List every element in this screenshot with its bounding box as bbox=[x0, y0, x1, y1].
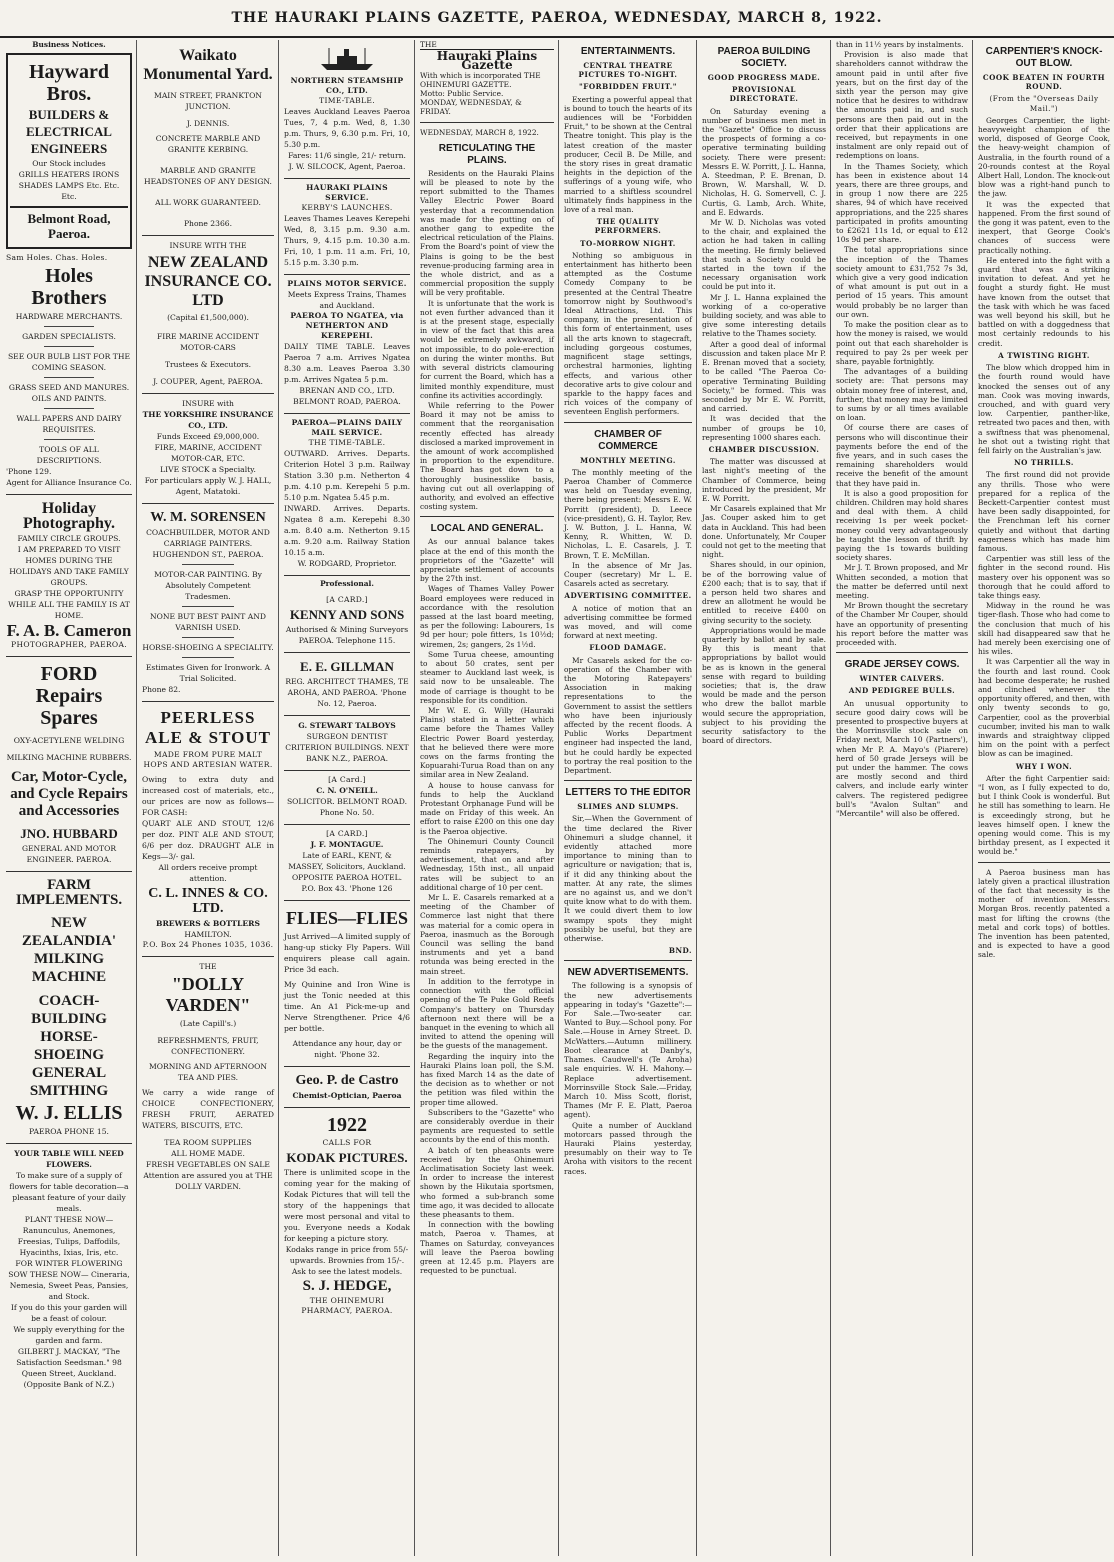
column-7-news bbox=[832, 40, 972, 1556]
talboys-line: CRITERION BUILDINGS. NEXT BANK N.Z., PAEROA. bbox=[285, 743, 409, 764]
subheading: THE QUALITY PERFORMERS. bbox=[594, 217, 662, 236]
sorensen-line: Estimates Given for Ironwork. A Trial Solicited. bbox=[145, 663, 271, 683]
ford-repairs-ad bbox=[6, 657, 132, 872]
gazette-date: WEDNESDAY, MARCH 8, 1922. bbox=[420, 127, 539, 137]
motor-name: PLAINS MOTOR SERVICE. bbox=[287, 279, 407, 289]
sorensen-name: W. M. SORENSEN bbox=[150, 510, 266, 525]
news-paragraph: A notice of motion that an advertising committee be formed was moved, and will come forward at next meeting. bbox=[564, 603, 692, 641]
talboys-name: G. STEWART TALBOYS bbox=[298, 721, 396, 731]
dolly-line: We carry a wide range of CHOICE CONFECTIONERY, FRESH FRUIT, AERATED WATERS, BISCUITS, ETC. bbox=[142, 1088, 274, 1130]
flowers-head: YOUR TABLE WILL NEED FLOWERS. bbox=[14, 1149, 124, 1170]
subheading: A TWISTING RIGHT. bbox=[998, 350, 1090, 360]
news-paragraph: Subscribers to the "Gazette" who are considerably overdue in their payments are requested to settle accounts by the end of this month. bbox=[420, 1107, 554, 1145]
news-paragraph: Appropriations would be made quarterly by ballot and by sale. By this is meant that appropriations by ballot would be as is known in the general sense with regard to building societies; that is, the draw would be made and the person who drew the ballot marble would secure the appropriation, subject to his providing the security satisfactory to the board of directors. bbox=[702, 625, 826, 746]
peerless-line: All orders receive prompt attention. bbox=[158, 863, 258, 883]
dolly-line: TEA ROOM SUPPLIES bbox=[164, 1138, 252, 1147]
news-paragraph: A Paeroa business man has lately given a practical illustration of the fact that necessity is the mother of invention. Messrs. Morgan Bros. recently patented a mast for lifting the crowns (the metal and cork tops) of bottles. The invention has been patented, and is expected to have a good sale. bbox=[978, 867, 1110, 960]
talboys-card bbox=[284, 716, 410, 771]
peerless-brewers: BREWERS & BOTTLERS bbox=[156, 919, 260, 928]
news-paragraph: As our annual balance takes place at the end of this month the proprietors of the "Gazette" will appreciate settlement of accounts by the 27th inst. bbox=[420, 537, 554, 584]
news-paragraph: After a good deal of informal discussion and taken place Mr P. E. Brenan moved that a society, to be called "The Paeroa Co-operative Terminating Building Society," be formed. This was seconded by Mr E. W. Porritt, and carried. bbox=[702, 339, 826, 414]
column-rule bbox=[136, 40, 137, 1556]
subheading: TO-MORROW NIGHT. bbox=[580, 238, 676, 248]
news-paragraph: Some Turua cheese, amounting to about 50 crates, sent per steamer to Auckland last week, is said now to be unsaleable. The mode of carriage is thought to be responsible for its condition. bbox=[420, 649, 554, 705]
holes-line: SEE OUR BULB LIST FOR THE COMING SEASON. bbox=[7, 352, 131, 373]
column-rule bbox=[278, 40, 279, 1556]
dolly-line: FRESH VEGETABLES ON SALE bbox=[146, 1160, 270, 1169]
holes-brothers-ad bbox=[6, 249, 132, 495]
sorensen-phone: Phone 82. bbox=[142, 685, 181, 694]
gazette-title: Hauraki Plains Gazette bbox=[420, 49, 554, 70]
news-paragraph: It was Carpentier all the way in the fourth and last round. Cook had become desperate; he rushed and clinched whenever the opportunity offered, and then, with only twenty seconds to go, Carpentier, cool as the proverbial cucumber, invited his man to walk inwards and straightway clipped him on the point with a perfect blow as can be imagined. bbox=[978, 657, 1110, 759]
nzins-line: FIRE MARINE ACCIDENT MOTOR-CARS bbox=[157, 332, 259, 352]
montague-line: Late of EARL, KENT, & MASSEY, Solicitors, Auckland. OPPOSITE PAEROA HOTEL. P.O. Box 43. 'Phone 126 bbox=[288, 851, 406, 894]
news-paragraph: The first round did not provide any thrills. Those who were prepared for a replica of the Beckett-Carpentier contest must have been sadly disappointed, for the Frenchman left his corner quietly and without that darting eagerness which has made him famous. bbox=[978, 470, 1110, 553]
column-rule bbox=[696, 40, 697, 1556]
news-paragraph: He entered into the fight with a guard that was a striking invitation to defeat. And yet he fought a sturdy fight. He must have known from the outset that the task with which he was faced was well beyond his skill, but he battled on with a doggedness that most certainly redounds to his credit. bbox=[978, 255, 1110, 348]
news-paragraph: On Saturday evening a number of business men met in the "Gazette" Office to discuss the prospects of forming a co-operative terminating building society. There were present: Messrs E. W. Porritt, J. L. Hanna, A. Steedman, P. E. Brenan, D. Brown, W. Marshall, W. D. Nicholas, H. G. Somervell, C. J. Curtis, G. Lamb, Arch. White, and E. Edwards. bbox=[702, 106, 826, 217]
kodak-name: KODAK PICTURES. bbox=[286, 1150, 408, 1166]
card-label: [A CARD.] bbox=[326, 829, 368, 839]
hedge-name: S. J. HEDGE, bbox=[302, 1278, 392, 1295]
column-2-ads bbox=[138, 40, 278, 1556]
steam-line: Leaves Auckland Leaves Paeroa Tues, 7, 4 p.m. Wed, 8, 1.30 p.m. Thurs, 9, 6.30 p.m. Fri, 10, 5.30 p.m. bbox=[284, 107, 410, 150]
dolly-name: "DOLLY VARDEN" bbox=[165, 974, 251, 1015]
plains-line: Leaves Thames Leaves Kerepehi Wed, 8, 3.15 p.m. 9.30 a.m. Thurs, 9, 4.15 p.m. 10.30 a.m. Fri, 10, 1 p.m. 11 a.m. Fri, 10, 5.15 p.m. 3.30 p.m. bbox=[284, 214, 410, 268]
news-paragraph: Quite a number of Auckland motorcars passed through the Hauraki Plains yesterday, presumably on their way to Te Aroha with visitors to the recent races. bbox=[564, 1120, 692, 1176]
waikato-who: J. DENNIS. bbox=[186, 119, 230, 128]
news-paragraph: In connection with the bowling match, Paeroa v. Thames, at Thames on Saturday, conveyances will leave the Paeroa bowling green at 12.45 p.m. Players are requested to be punctual. bbox=[420, 1220, 554, 1276]
news-paragraph: The Ohinemuri County Council reminds ratepayers, by advertisement, that on and after Wednesday, 15th inst., all unpaid rates will be subject to an additional charge of 10 per cent. bbox=[420, 836, 554, 892]
dolly-line: Attention are assured you at THE DOLLY VARDEN. bbox=[143, 1171, 273, 1191]
letters-headline: LETTERS TO THE EDITOR bbox=[565, 787, 691, 799]
farm-where: PAEROA PHONE 15. bbox=[29, 1127, 109, 1137]
talboys-line: SURGEON DENTIST bbox=[306, 732, 388, 742]
column-rule bbox=[972, 40, 973, 1556]
letter-signature: BND. bbox=[668, 946, 692, 956]
subheading: PROVISIONAL DIRECTORATE. bbox=[729, 85, 799, 104]
kenny-name: KENNY AND SONS bbox=[289, 607, 405, 623]
farm-implements-ad bbox=[6, 872, 132, 1144]
steamship-ad bbox=[284, 40, 410, 179]
plains-service-ad bbox=[284, 179, 410, 275]
news-paragraph: The following is a synopsis of the new advertisements appearing in today's "Gazette":— For Sale.—Two-seater car. Wanted to Buy.—School pony. For Sale.—House in Arney Street. D. McWatters.—Autumn millinery. Boot clearance at Danby's, Thames. Caudwell's (Te Aroha) sale enquiries. W. H. Mahony.—Replace advertisement. Morrinsville Stock Sale.—Friday, March 10. Miss Scott, florist, Thames (Mr F. E. Platt, Paeroa agent). bbox=[564, 981, 692, 1120]
photo-line: GRASP THE OPPORTUNITY WHILE ALL THE FAMILY IS AT HOME. bbox=[8, 589, 130, 621]
peerless-town: HAMILTON. bbox=[184, 930, 232, 939]
yorkshire-who: For particulars apply W. J. HALL, Agent, Matatoki. bbox=[144, 476, 272, 496]
news-paragraph: Mr Casarels asked for the co-operation of the Chamber with the Motoring Ratepayers' Association in making representations to the Government to assist the settlers who have been injuriously affected by the recent floods. A Public Works Department engineer had inspected the land, but he could hardly be expected to portray the real position to the Department. bbox=[564, 655, 692, 776]
flowers-line: PLANT THESE NOW— bbox=[24, 1215, 114, 1225]
news-paragraph: Mr L. E. Casarels remarked at a meeting of the Chamber of Commerce last night that there was material for a comic opera in Paeroa, inasmuch as the Borough Council was selling the band instruments and yet a band rotunda was being erected in the main street. bbox=[420, 893, 554, 976]
waikato-phone: Phone 2366. bbox=[183, 219, 233, 228]
waikato-line: ALL WORK GUARANTEED. bbox=[155, 198, 261, 207]
peerless-who: C. L. INNES & CO. LTD. bbox=[148, 886, 268, 916]
new-ads-headline: NEW ADVERTISEMENTS. bbox=[567, 967, 689, 979]
business-notices-label: Business Notices. bbox=[32, 40, 106, 49]
flies-line: Attendance any hour, day or night. 'Phone 32. bbox=[292, 1039, 402, 1060]
plains-line: KERBY'S LAUNCHES. bbox=[301, 203, 393, 213]
mail-name: PAEROA—PLAINS DAILY MAIL SERVICE. bbox=[291, 418, 403, 438]
subheading: ADVERTISING COMMITTEE. bbox=[564, 591, 692, 601]
hayward-name: Hayward Bros. bbox=[29, 61, 109, 106]
sorensen-line: NONE BUT BEST PAINT AND VARNISH USED. bbox=[150, 612, 266, 632]
flowers-who: GILBERT J. MACKAY, "The Satisfaction Seedsman." 98 Queen Street, Auckland. (Opposite Bank of N.Z.) bbox=[16, 1347, 122, 1390]
montague-card bbox=[284, 825, 410, 901]
peerless-ale-ad bbox=[142, 702, 274, 957]
waikato-line: MARBLE AND GRANITE HEADSTONES OF ANY DESIGN. bbox=[144, 166, 272, 186]
dolly-line: ALL HOME MADE. bbox=[171, 1149, 245, 1158]
dolly-line: MORNING AND AFTERNOON TEA AND PIES. bbox=[149, 1062, 267, 1082]
kodak-line: Kodaks range in price from 55/- upwards. Brownies from 15/-. Ask to see the latest models. bbox=[285, 1245, 409, 1277]
ford-big: Car, Motor-Cycle, and Cycle Repairs and Accessories bbox=[10, 769, 128, 820]
news-paragraph: The total appropriations since the inception of the Thames society amount to £31,752 7s 3d, which give a very good indication of what amount is put out in a period of 15 years. This amount would probably be no larger than our own. bbox=[836, 245, 968, 319]
nz-insurance-ad bbox=[142, 236, 274, 394]
yorkshire-insurance-ad bbox=[142, 394, 274, 504]
hayward-items: GRILLS HEATERS IRONS SHADES LAMPS Etc. Etc. Etc. bbox=[18, 170, 120, 202]
masthead-title: THE HAURAKI PLAINS GAZETTE, PAEROA, WEDNESDAY, MARCH 8, 1922. bbox=[231, 10, 883, 26]
ford-line: MILKING MACHINE RUBBERS. bbox=[6, 753, 132, 763]
local-general-headline: LOCAL AND GENERAL. bbox=[430, 523, 544, 535]
card-label: [A Card.] bbox=[328, 775, 366, 785]
building-society-headline: PAEROA BUILDING SOCIETY. bbox=[717, 46, 811, 69]
hedge-line: THE OHINEMURI PHARMACY, PAEROA. bbox=[301, 1296, 393, 1316]
sorensen-line: MOTOR-CAR PAINTING. By Absolutely Competent Tradesmen. bbox=[154, 570, 262, 601]
news-paragraph: The monthly meeting of the Paeroa Chamber of Commerce was held on Tuesday evening, there being present: Messrs E. W. Porritt (president), D. Leece (vice-president), G. H. Taylor, Rev. J. W. Button, J. L. Hanna, W. Kenny, R. Whitten, W. D. Nicholas, L. E. Casarels, J. T. Brown, T. E. McMillan. bbox=[564, 467, 692, 560]
steam-head: TIME-TABLE. bbox=[319, 96, 375, 106]
jersey-cows-headline: GRADE JERSEY COWS. bbox=[844, 659, 960, 671]
subheading: CHAMBER DISCUSSION. bbox=[708, 444, 820, 454]
kodak-ad bbox=[284, 1108, 410, 1322]
photo-name: Holiday Photography. bbox=[22, 500, 115, 533]
kodak-line: There is unlimited scope in the coming year for the making of Kodak Pictures that will tell the story of the happenings that were most personal and vital to you. Everyone needs a Kodak for keeping a picture story. bbox=[284, 1168, 410, 1244]
hayward-line: ENGINEERS bbox=[30, 141, 108, 157]
ford-name: FORD Repairs Spares bbox=[35, 663, 103, 730]
mail-line: INWARD. Arrives. Departs. Ngatea 8 a.m. Kerepehi 8.30 a.m. 8.40 a.m. Netherton 9.15 a.m. 9.20 a.m. Railway Station 10.15 a.m. bbox=[284, 504, 410, 558]
subheading: MONTHLY MEETING. bbox=[580, 455, 676, 465]
oneill-name: C. N. O'NEILL. bbox=[316, 786, 378, 796]
subheading: FLOOD DAMAGE. bbox=[589, 643, 667, 653]
peerless-po: P.O. Box 24 Phones 1035, 1036. bbox=[142, 940, 274, 949]
news-paragraph: Mr J. T. Brown proposed, and Mr Whitten seconded, a motion that the matter be deferred until next meeting. bbox=[836, 563, 968, 600]
news-paragraph: It was the expected that happened. From the first sound of the gong it was patent, even to the inexpert, that George Cook's chances of success were practically nothing. bbox=[978, 199, 1110, 255]
dolly-line: REFRESHMENTS, FRUIT, CONFECTIONERY. bbox=[157, 1036, 259, 1056]
news-paragraph: It is also a good proposition for children. Children may hold shares and deal with them. A child receiving 1s per week pocket-money could very advantageously be taught the lesson of thrift by paying the 1s towards building society shares. bbox=[836, 488, 968, 563]
ford-role: GENERAL AND MOTOR ENGINEER. PAEROA. bbox=[21, 844, 117, 865]
holes-names: Sam Holes. Chas. Holes. bbox=[6, 253, 108, 263]
flies-ad bbox=[284, 901, 410, 1067]
yorkshire-line: Funds Exceed £9,000,000. bbox=[156, 432, 260, 441]
flies-line: My Quinine and Iron Wine is just the Tonic needed at this time. An A1 Pick-me-up and Nerve Strengthener. Price 4/6 per bottle. bbox=[284, 980, 410, 1034]
editorial-headline: RETICULATING THE PLAINS. bbox=[438, 142, 536, 166]
subheading: "FORBIDDEN FRUIT." bbox=[579, 82, 677, 92]
peerless-name: PEERLESS ALE & STOUT bbox=[145, 708, 271, 747]
farm-who: W. J. ELLIS bbox=[15, 1102, 123, 1125]
holes-line: WALL PAPERS AND DAIRY REQUISITES. bbox=[16, 414, 122, 435]
column-3-ads bbox=[280, 40, 414, 1556]
hayward-line: BUILDERS & bbox=[28, 107, 110, 123]
peerless-line: QUART ALE AND STOUT, 12/6 per doz. PINT ALE AND STOUT, 6/6 per doz. DRAUGHT ALE in Kegs—3/- gal. bbox=[142, 819, 274, 861]
news-paragraph: Sir,—When the Government of the time declared the River Ohinemuri a sludge channel, it evidently attached more importance to mining than to agriculture or navigation; that is, if it did any thinking about the matter. At any rate, the slimes are no against us, and we don't quite know what to do with them. It we could divert them to low swampy spots they might possibly be useful, but they are otherwise. bbox=[564, 814, 692, 944]
news-paragraph: Midway in the round he was tiger-flash. Those who had come to the conclusion that much of his skill had disappeared saw that he had merely been exercising one of his wiles. bbox=[978, 601, 1110, 657]
column-rule bbox=[830, 40, 831, 1556]
mail-head: THE TIME-TABLE. bbox=[308, 438, 386, 448]
waikato-line: CONCRETE MARBLE AND GRANITE KERBING. bbox=[155, 134, 261, 154]
motor-line: DAILY TIME TABLE. Leaves Paeroa 7 a.m. Arrives Ngatea 8.30 a.m. Leaves Paeroa 3.30 p.m. Arrives Ngatea 5 p.m. bbox=[284, 342, 410, 385]
editorial-paragraph: Residents on the Hauraki Plains will be pleased to note by the report submitted to the Thames Valley Electric Power Board yesterday that a recommendation was made for the putting on of another gang to expedite the electrical reticulation of the Plains. From the Board's point of view the Plains is going to be the best revenue-producing farming area in the whole district, and as a commercial proposition the supply will be very profitable. bbox=[420, 168, 554, 298]
gazette-with: With which is incorporated THE OHINEMURI GAZETTE. bbox=[420, 70, 541, 89]
news-paragraph: In addition to the ferrotype in connection with the official opening of the Te Puke Gold Reefs Company's battery on Thursday afternoon next there will be a banquet in the evening to which all invited to attend the opening will be the guests of the management. bbox=[420, 976, 554, 1051]
hayward-road: Belmont Road, Paeroa. bbox=[10, 206, 128, 241]
holes-phone: 'Phone 129. bbox=[6, 467, 52, 477]
sorensen-line: HORSE-SHOEING A SPECIALITY. bbox=[142, 643, 274, 652]
nzins-who: J. COUPER, Agent, PAEROA. bbox=[153, 377, 263, 386]
news-paragraph: The matter was discussed at last night's meeting of the Chamber of Commerce, being introduced by the president, Mr E. W. Porritt. bbox=[702, 457, 826, 503]
nzins-name: NEW ZEALAND INSURANCE CO. LTD bbox=[144, 254, 272, 309]
plains-name: HAURAKI PLAINS SERVICE. bbox=[306, 183, 388, 203]
kodak-line: CALLS FOR bbox=[322, 1138, 372, 1148]
nzins-cap: (Capital £1,500,000). bbox=[167, 313, 249, 322]
yorkshire-line: LIVE STOCK a Specialty. bbox=[160, 465, 256, 474]
news-paragraph: The blow which dropped him in the fourth round would have knocked the senses out of any man. Cook was moving inwards, crouched, and with guard very low. Carpentier, panther-like, retreated two paces and then, with a swiftness that was phenomenal, he shot out a twisting right that fell fairly on the Australian's jaw. bbox=[978, 363, 1110, 455]
news-paragraph: Provision is also made that shareholders cannot withdraw the amount paid in until after five years, but on the first day of the sixth year the person may give notice that he desires to withdraw the amounts paid in, and such persons are then paid out in the order that their applications are received, but repayments in one instalment are only repaid out of redemptions on loans. bbox=[836, 50, 968, 161]
hayward-stock: Our Stock includes bbox=[32, 159, 106, 169]
news-paragraph: Mr W. E. G. Willy (Hauraki Plains) stated in a letter which came before the Thames Valley Electric Power Board yesterday, that he believed there were more cows on the farms fronting the Kopuarahi-Turua Road than on any similar area in New Zealand. bbox=[420, 706, 554, 780]
yorkshire-name: THE YORKSHIRE INSURANCE CO., LTD. bbox=[142, 410, 274, 430]
flies-line: Just Arrived—A limited supply of hang-up sticky Fly Papers. Will enquirers please call again. Price 3d each. bbox=[284, 932, 410, 975]
flowers-line: If you do this your garden will be a feast of colour. bbox=[10, 1303, 128, 1324]
news-paragraph: Exerting a powerful appeal that is bound to touch the hearts of its audiences will be "Forbidden Fruit," to be shown at the Central Theatre tonight. This play is the latest creation of the master producer, Cecil B. De Mille, and the story rises in great dramatic heights in the depiction of the sufferings of a young wife, who married to a shiftless scoundrel ultimately finds happiness in the love of a real man. bbox=[564, 94, 692, 215]
montague-name: J. F. MONTAGUE. bbox=[310, 840, 384, 850]
nzins-line: Trustees & Executors. bbox=[164, 360, 252, 369]
gillman-name: E. E. GILLMAN bbox=[300, 659, 394, 675]
gillman-line: REG. ARCHITECT THAMES, TE AROHA, AND PAEROA. 'Phone No. 12, Paeroa. bbox=[285, 677, 409, 709]
nzins-pre: INSURE WITH THE bbox=[169, 241, 247, 250]
sorensen-ad bbox=[142, 504, 274, 702]
subheading: WINTER CALVERS. bbox=[859, 674, 945, 684]
kenny-line: Authorised & Mining Surveyors PAEROA. Telephone 115. bbox=[285, 625, 409, 646]
holes-line: GARDEN SPECIALISTS. bbox=[22, 332, 116, 342]
steamship-icon bbox=[317, 46, 377, 72]
masthead bbox=[0, 0, 1114, 38]
farm-line: NEW ZEALANDIA' MILKING MACHINE bbox=[21, 915, 117, 986]
gazette-motto: Motto: Public Service. bbox=[420, 89, 504, 99]
holes-name: Holes Brothers bbox=[31, 265, 107, 310]
holiday-photography-ad bbox=[6, 495, 132, 657]
flowers-line: To make sure of a supply of flowers for table decoration—a pleasant feature of your daily meals. bbox=[9, 1171, 129, 1214]
yorkshire-pre: INSURE with bbox=[182, 399, 234, 408]
photo-who: F. A. B. Cameron bbox=[6, 621, 132, 641]
editorial-paragraph: While referring to the Power Board it may not be amiss to comment that the reorganisation recently effected has already disclosed a marked improvement in the amount of work accomplished in proportion to the expenditure. The Board has got down to a thoroughly businesslike basis, having cut out all overlapping of authority, and evolved an effective costing system. bbox=[420, 400, 554, 512]
castro-line: Chemist-Optician, Paeroa bbox=[292, 1091, 402, 1101]
yorkshire-line: FIRE, MARINE, ACCIDENT MOTOR-CAR, ETC. bbox=[154, 443, 262, 463]
column-rule bbox=[558, 40, 559, 1556]
news-paragraph: Wages of Thames Valley Power Board employees were reduced in accordance with the resolution passed at the last board meeting, as per the following: Labourers, 1s 9d per hour; pole fitters, 1s 10½d; wiremen, 2s; gangers, 2s 1½d. bbox=[420, 584, 554, 649]
flowers-line: Ranunculus, Anemones, Freesias, Tulips, Daffodils, Hyacinths, Ixias, Iris, etc. bbox=[17, 1226, 121, 1258]
ford-line: OXY-ACETYLENE WELDING bbox=[13, 736, 125, 746]
kodak-year: 1922 bbox=[327, 1114, 367, 1137]
mail-line: OUTWARD. Arrives. Departs. Criterion Hotel 3 p.m. Railway Station 3.30 p.m. Netherton 4 p.m. 4.10 p.m. Kerepehi 5 p.m. 5.10 p.m. Ngatea 5.45 p.m. bbox=[284, 449, 410, 503]
subheading: NO THRILLS. bbox=[1014, 458, 1074, 468]
news-paragraph: Shares should, in our opinion, be of the borrowing value of £200 each; that is to say, that if a person held two shares and drew an allotment he would be entitled to receive £400 on giving security to the society. bbox=[702, 560, 826, 625]
photo-role: PHOTOGRAPHER, PAEROA. bbox=[11, 640, 127, 650]
professional-label: Professional. bbox=[320, 579, 374, 589]
gillman-card bbox=[284, 653, 410, 716]
hayward-bros-ad bbox=[6, 53, 132, 249]
waikato-monumental-ad bbox=[142, 40, 274, 236]
hayward-line: ELECTRICAL bbox=[26, 124, 112, 140]
news-paragraph: Nothing so ambiguous in entertainment has hitherto been attempted as the Costume Comedy Company to be presented at the Central Theatre tomorrow night by Southwood's Ideal Attractions, Ltd. This company, in the presentation of this form of entertainment, uses all the arts known to stagecraft, including gorgeous costumes, magnificent stage settings, orchestral harmonies, lighting effects, and various other decorative arts to give colour and sparkle to the happy faces and rich voices of the company of seventeen English performers. bbox=[564, 250, 692, 417]
news-paragraph: To make the position clear as to how the money is raised, we would point out that each shareholder is required to pay 2s per week per share, payable fortnightly. bbox=[836, 320, 968, 366]
subheading: (From the "Overseas Daily Mail.") bbox=[989, 94, 1099, 113]
subheading: AND PEDIGREE BULLS. bbox=[848, 686, 956, 696]
subheading: GOOD PROGRESS MADE. bbox=[707, 73, 821, 82]
dolly-varden-ad bbox=[142, 957, 274, 1198]
oneill-line: SOLICITOR. BELMONT ROAD. Phone No. 50. bbox=[286, 797, 408, 818]
dolly-late: (Late Capill's.) bbox=[179, 1019, 237, 1028]
subheading: CENTRAL THEATRE PICTURES TO-NIGHT. bbox=[578, 61, 678, 80]
farm-name: FARM IMPLEMENTS. bbox=[15, 877, 123, 909]
flowers-ad bbox=[6, 1144, 132, 1396]
news-paragraph: Mr Brown thought the secretary of the Chamber Mr Couper, should have an opportunity of presenting his report before the matter was proceeded with. bbox=[836, 601, 968, 647]
news-paragraph: Mr J. L. Hanna explained the working of a co-operative building society, and was able to give some interesting details relative to the Thames society. bbox=[702, 292, 826, 339]
castro-name: Geo. P. de Castro bbox=[295, 1073, 399, 1089]
steam-name: NORTHERN STEAMSHIP CO., LTD. bbox=[290, 76, 404, 96]
news-paragraph: An unusual opportunity to secure good dairy cows will be presented to prospective buyers at the Morrinsville stock sale on Friday next, March 10 (Partners'), when Mr P. A. Mayo's (Piarere) herd of 50 grade Jerseys will be put under the hammer. The cows are mostly second and third calvers, and include early winter calvers. The registered pedigree bull's "Avalon Sultan" and "Mercantile" will also be offered. bbox=[836, 698, 968, 819]
news-paragraph: Regarding the inquiry into the Hauraki Plains loan poll, the S.M. has fixed March 14 as the date of the decision as to whether or not the petition was filed within the proper time allowed. bbox=[420, 1051, 554, 1107]
peerless-line: Owing to extra duty and increased cost of materials, etc., our prices are now as follows—FOR CASH: bbox=[142, 775, 274, 817]
carpentier-headline: CARPENTIER'S KNOCK-OUT BLOW. bbox=[985, 46, 1103, 69]
news-paragraph: After the fight Carpentier said: "I won, as I fully expected to do, but I think Cook is wonderful. But he still has something to learn. He is exceedingly strong, but he leaves himself open. I knew the opening would come. This is my birthday present, as I expected it would be." bbox=[978, 773, 1110, 857]
column-4-editorial bbox=[416, 40, 558, 1556]
ford-who: JNO. HUBBARD bbox=[20, 826, 118, 842]
editorial-paragraph: It is unfortunate that the work is not even further advanced than it is at the present stage, especially in view of the fact that this area would be extremely awkward, if not impossible, to do pole-erection on during the winter months. But with several districts clamouring for current the Board, which has a limited monthly expenditure, must confine its activities accordingly. bbox=[420, 298, 554, 400]
de-castro-ad bbox=[284, 1067, 410, 1108]
photo-line: FAMILY CIRCLE GROUPS. bbox=[17, 534, 121, 544]
motor-who: BRENAN AND CO., LTD. BELMONT ROAD, PAEROA. bbox=[293, 386, 401, 407]
mail-who: W. RODGARD, Proprietor. bbox=[297, 559, 397, 569]
dolly-pre: THE bbox=[199, 962, 217, 971]
motor-head: PAEROA TO NGATEA, via NETHERTON AND KEREPEHI. bbox=[290, 311, 404, 341]
kenny-card bbox=[284, 591, 410, 653]
flowers-line: FOR WINTER FLOWERING SOW THESE NOW— Cineraria, Nemesia, Sweet Peas, Pansies, and Stock. bbox=[8, 1259, 130, 1302]
holes-line: TOOLS OF ALL DESCRIPTIONS. bbox=[36, 445, 102, 466]
news-paragraph: Of course there are cases of persons who will discontinue their payments before the end of the five years, and in such cases the remaining shareholders would receive the benefit of the amount that they have paid in. bbox=[836, 423, 968, 488]
plains-motor-ad bbox=[284, 275, 410, 414]
news-paragraph: In the absence of Mr Jas. Couper (secretary) Mr L. E. Casarels acted as secretary. bbox=[564, 560, 692, 589]
news-paragraph: A house to house canvass for funds to help the Auckland Protestant Orphanage Fund will be made on Friday of this week. An effort to raise £200 on this one day is the Paeroa objective. bbox=[420, 780, 554, 836]
news-paragraph: A batch of ten pheasants were received by the Ohinemuri Acclimatisation Society last week. In order to increase the interest shown by the Hikutaia sportsmen, who formed a sub-branch some time ago, it was decided to allocate these pheasants to them. bbox=[420, 1145, 554, 1219]
flowers-line: We supply everything for the garden and farm. bbox=[13, 1325, 125, 1346]
gazette-the: THE bbox=[420, 40, 437, 49]
column-1-ads bbox=[2, 40, 136, 1556]
sorensen-line: COACHBUILDER, MOTOR AND CARRIAGE PAINTERS. HUGHENDON ST., PAEROA. bbox=[146, 528, 270, 559]
column-8-news bbox=[974, 40, 1114, 1556]
column-6-news bbox=[698, 40, 830, 1556]
chamber-headline: CHAMBER OF COMMERCE bbox=[594, 428, 662, 452]
steam-who: J. W. SILCOCK, Agent, Paeroa. bbox=[288, 162, 406, 172]
steam-line: Fares: 11/6 single, 21/- return. bbox=[288, 151, 406, 161]
news-paragraph: Mr W. D. Nicholas was voted to the chair, and explained the action he had taken in calling the meeting. He firmly believed that such a Society could be started in the town if the necessary organisation work could be put into it. bbox=[702, 218, 826, 292]
entertainments-headline: ENTERTAINMENTS. bbox=[580, 46, 676, 57]
news-paragraph: Mr Casarels explained that Mr Jas. Couper asked him to get data in Auckland. This had been done. Unfortunately, Mr Couper could not get to the meeting that night. bbox=[702, 504, 827, 560]
news-paragraph: In the Thames Society, which has been in existence about 14 years, there are three groups, and in group 1 now there are 225 shares, 94 of which have received appropriations, and the 225 shares participated in profits amounting to £2621 11s 1d, or equal to £12 10s 9d per share. bbox=[836, 161, 968, 245]
mail-service-ad bbox=[284, 414, 410, 576]
column-rule bbox=[414, 40, 415, 1556]
holes-agent: Agent for Alliance Insurance Co. bbox=[6, 478, 132, 488]
subheading: COOK BEATEN IN FOURTH ROUND. bbox=[982, 73, 1106, 92]
oneill-card bbox=[284, 771, 410, 825]
news-paragraph: than in 11½ years by instalments. bbox=[836, 40, 964, 49]
waikato-line: MAIN STREET, FRANKTON JUNCTION. bbox=[154, 91, 262, 111]
card-label: [A CARD.] bbox=[326, 595, 368, 605]
subheading: SLIMES AND SLUMPS. bbox=[577, 802, 679, 812]
column-5-news bbox=[560, 40, 696, 1556]
holes-line: HARDWARE MERCHANTS. bbox=[15, 312, 123, 322]
farm-line: COACH-BUILDING HORSE-SHOEING GENERAL SMITHING bbox=[29, 993, 109, 1100]
motor-line: Meets Express Trains, Thames and Auckland. bbox=[287, 290, 407, 311]
news-paragraph: It was decided that the number of groups be 10, representing 1000 shares each. bbox=[702, 414, 826, 442]
waikato-name: Waikato Monumental Yard. bbox=[143, 47, 273, 83]
peerless-line: MADE FROM PURE MALT HOPS AND ARTESIAN WATER. bbox=[143, 750, 273, 769]
subheading: WHY I WON. bbox=[1015, 761, 1073, 771]
photo-line: I AM PREPARED TO VISIT HOMES DURING THE HOLIDAYS AND TAKE FAMILY GROUPS. bbox=[9, 545, 129, 588]
holes-line: GRASS SEED AND MANURES. OILS AND PAINTS. bbox=[8, 383, 130, 404]
gazette-days: MONDAY, WEDNESDAY, & FRIDAY. bbox=[420, 98, 522, 117]
news-paragraph: Georges Carpentier, the light-heavyweight champion of the world, disposed of George Cook, the heavy-weight champion of Australia, in the fourth round of a 20-rounds contest at the Royal Albert Hall, London. The knock-out blow was a right-hand punch to the jaw. bbox=[978, 115, 1110, 199]
news-paragraph: The advantages of a building society are: That persons may obtain money free of interest, and, further, that money may be limited to sums by or all times available on loan. bbox=[836, 367, 968, 423]
flies-name: FLIES—FLIES bbox=[285, 908, 409, 929]
news-paragraph: Carpentier was still less of the fighter in the second round. His mastery over his opponent was so thorough that he could afford to take things easy. bbox=[978, 554, 1110, 600]
